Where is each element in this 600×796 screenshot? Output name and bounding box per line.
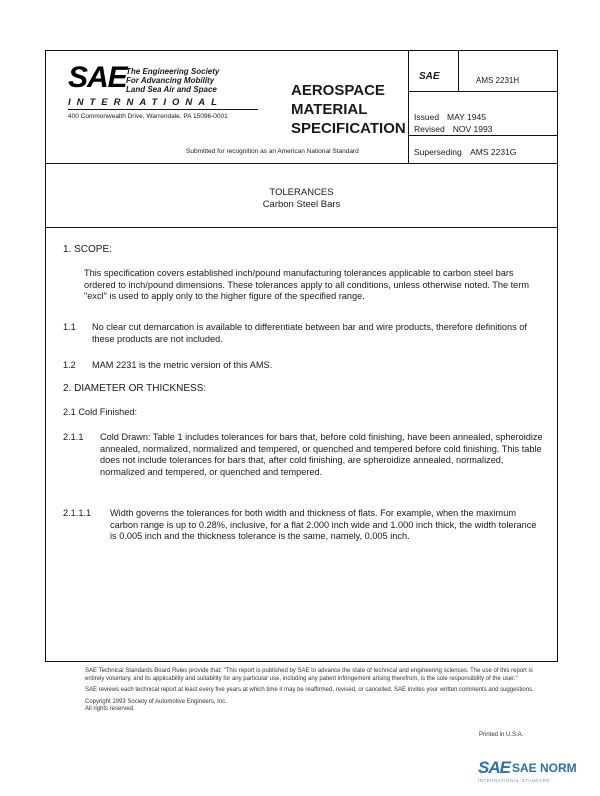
issued-divider [408, 135, 557, 136]
printed-in: Printed in U.S.A. [479, 732, 524, 738]
document-type-line: SPECIFICATION [291, 120, 406, 137]
section-2-1-1-number: 2.1.1 [63, 432, 84, 442]
footer-paragraph: SAE Technical Standards Board Rules provide that: "This report is published by SAE to advance the state of technical and engineering sciences. The use of this report is entirely voluntary, and its applicability and suitability for any particular use, including any patent infringement arising therefrom, is the sole responsibility of the user." [85, 668, 533, 682]
sae-norm-watermark [478, 758, 577, 783]
section-2-1-1-text: Cold Drawn: Table 1 includes tolerances for bars that, before cold finishing, have been annealed, spheroidize annealed, normalized, normalized and tempered, or quenched and tempered before cold finishing. This table does not include tolerances for bars that, after cold finishing, are spheroidize annealed, normalized, normalized and tempered, or quenched and tempered. [100, 432, 543, 477]
issued-label: Issued [414, 112, 440, 122]
document-frame [45, 50, 558, 662]
docno-column-divider [458, 51, 459, 91]
legal-footer [85, 668, 545, 714]
document-type-line: MATERIAL [291, 101, 368, 118]
sae-small-logo: SAE [419, 71, 440, 82]
document-title [46, 187, 557, 211]
section-2-1-heading: 2.1 Cold Finished: [63, 407, 138, 417]
document-type [291, 81, 406, 138]
section-2-1-1-1-number: 2.1.1.1 [63, 508, 92, 518]
society-line: For Advancing Mobility [126, 76, 215, 85]
section-1-heading: 1. SCOPE: [63, 244, 112, 255]
docno-divider [408, 91, 557, 92]
title-divider [46, 227, 557, 228]
superseding-value: AMS 2231G [470, 147, 517, 157]
watermark-subtext: INTERNATIONAL STANDARD [478, 778, 551, 783]
issued-value: MAY 1945 [447, 112, 486, 122]
superseding-label: Superseding [414, 147, 462, 157]
section-1-text: This specification covers established inch/pound manufacturing tolerances applicable to carbon steel bars ordered to inch/pound dimensions. These tolerances apply to all conditions, unless otherwise noted. The term "excl" is used to apply only to the higher figure of the specified range. [84, 268, 530, 301]
issue-dates [414, 111, 503, 135]
sae-logo-mark: SAE [68, 61, 127, 94]
document-type-line: AEROSPACE [291, 82, 385, 99]
section-1-1-number: 1.1 [63, 322, 76, 332]
title-line-2: Carbon Steel Bars [262, 199, 341, 210]
watermark-text: SAE NORM [512, 761, 577, 775]
society-tagline [126, 67, 219, 94]
society-line: The Engineering Society [126, 67, 220, 76]
section-1-1-text: No clear cut demarcation is available to differentiate between bar and wire products, therefore definitions of these products are not included. [92, 322, 527, 344]
superseding [414, 147, 516, 157]
title-line-1: TOLERANCES [269, 187, 334, 198]
copyright: Copyright 1993 Society of Automotive Engineers, Inc. [85, 698, 227, 705]
address: 400 Commonwealth Drive, Warrendale, PA 15096-0001 [68, 113, 228, 120]
watermark-logo: SAE [478, 758, 510, 777]
section-2-heading: 2. DIAMETER OR THICKNESS: [63, 383, 207, 394]
header-column-divider [408, 51, 409, 163]
header-divider [46, 163, 557, 164]
document-number: AMS 2231H [476, 76, 520, 85]
international-label: INTERNATIONAL [68, 97, 223, 108]
section-1-2-text: MAM 2231 is the metric version of this AMS. [92, 360, 273, 370]
footer-paragraph: SAE reviews each technical report at least every five years at which time it may be reaffirmed, revised, or cancelled. SAE invites your written comments and suggestions. [85, 687, 534, 693]
revised-label: Revised [414, 124, 445, 134]
section-2-1-1-1-text: Width governs the tolerances for both width and thickness of flats. For example, when the maximum carbon range is up to 0.28%, inclusive, for a flat 2.000 inch wide and 1.000 inch thick, the width tolerance is 0.005 inch and the thickness tolerance is the same, namely, 0.005 inch. [110, 508, 537, 541]
rights-reserved: All rights reserved. [85, 706, 135, 712]
section-1-2-number: 1.2 [63, 360, 76, 370]
international-rule [68, 109, 258, 110]
revised-value: NOV 1993 [452, 124, 493, 134]
submitted-note: Submitted for recognition as an American National Standard [186, 148, 359, 155]
society-line: Land Sea Air and Space [126, 85, 217, 94]
